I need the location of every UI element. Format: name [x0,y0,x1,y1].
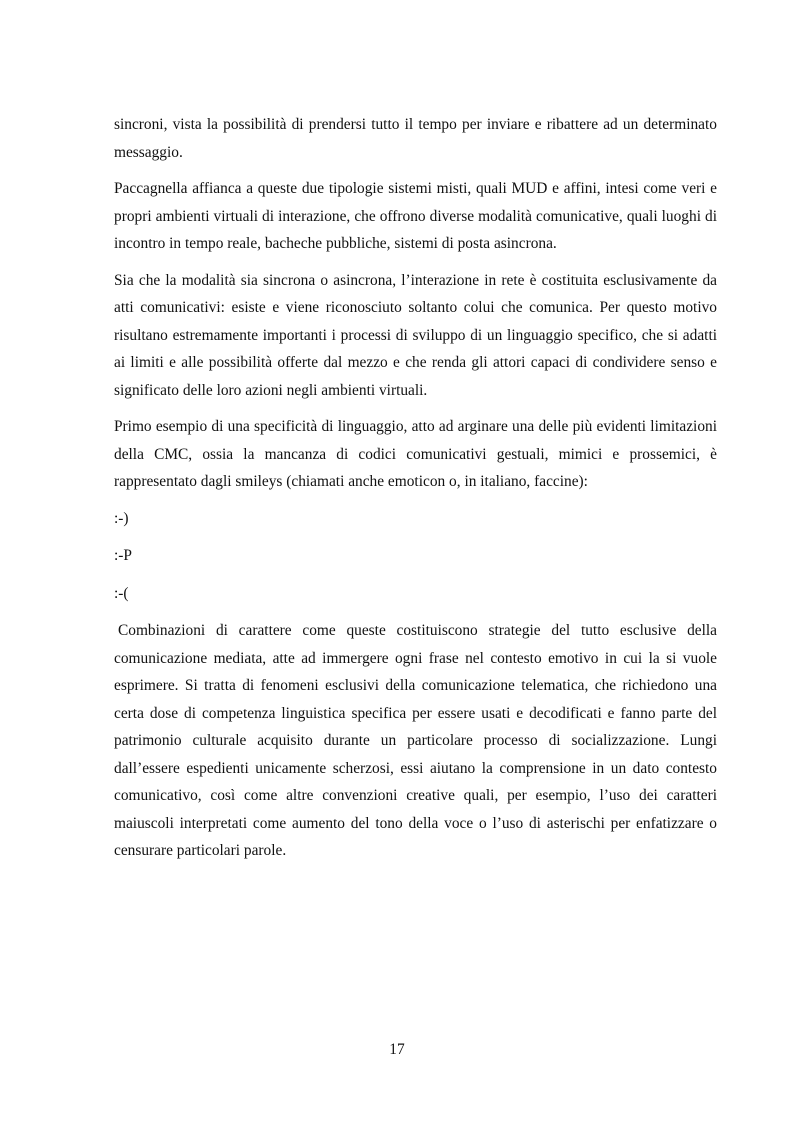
paragraph-paccagnella: Paccagnella affianca a queste due tipologie sistemi misti, quali MUD e affini, intesi come veri e propri ambienti virtuali di interazione, che offrono diverse modalità comunicative, quali luoghi di incontro in tempo reale, bacheche pubbliche, sistemi di posta asincrona. [114,180,717,252]
body-text [114,111,717,874]
emoticon-sad: :-( [114,584,129,602]
paragraph-combinazioni: Combinazioni di carattere come queste costituiscono strategie del tutto esclusive della comunicazione mediata, atte ad immergere ogni frase nel contesto emotivo in cui la si vuole esprimere. Si tratta di fenomeni esclusivi della comunicazione telematica, che richiedono una certa dose di competenza linguistica specifica per essere usati e decodificati e fanno parte del patrimonio culturale acquisito durante un particolare processo di socializzazione. Lungi dall’essere espedienti unicamente scherzosi, essi aiutano la comprensione in un dato contesto comunicativo, così come altre convenzioni creative quali, per esempio, l’uso dei caratteri maiuscoli interpretati come aumento del tono della voce o l’uso di asterischi per enfatizzare o censurare particolari parole. [114,622,717,859]
paragraph-interazione: Sia che la modalità sia sincrona o asincrona, l’interazione in rete è costituita esclusivamente da atti comunicativi: esiste e viene riconosciuto soltanto colui che comunica. Per questo motivo risultano estremamente importanti i processi di sviluppo di un linguaggio specifico, che si adatti ai limiti e alle possibilità offerte dal mezzo e che renda gli attori capaci di condividere senso e significato delle loro azioni negli ambienti virtuali. [114,271,717,399]
emoticon-smile: :-) [114,509,129,527]
page-number: 17 [389,1041,405,1058]
paragraph-sincroni: sincroni, vista la possibilità di prendersi tutto il tempo per inviare e ribattere ad un determinato messaggio. [114,116,717,161]
emoticon-tongue: :-P [114,547,132,564]
paragraph-smileys: Primo esempio di una specificità di linguaggio, atto ad arginare una delle più evidenti limitazioni della CMC, ossia la mancanza di codici comunicativi gestuali, mimici e prossemici, è rappresentato dagli smileys (chiamati anche emoticon o, in italiano, faccine): [114,418,717,490]
